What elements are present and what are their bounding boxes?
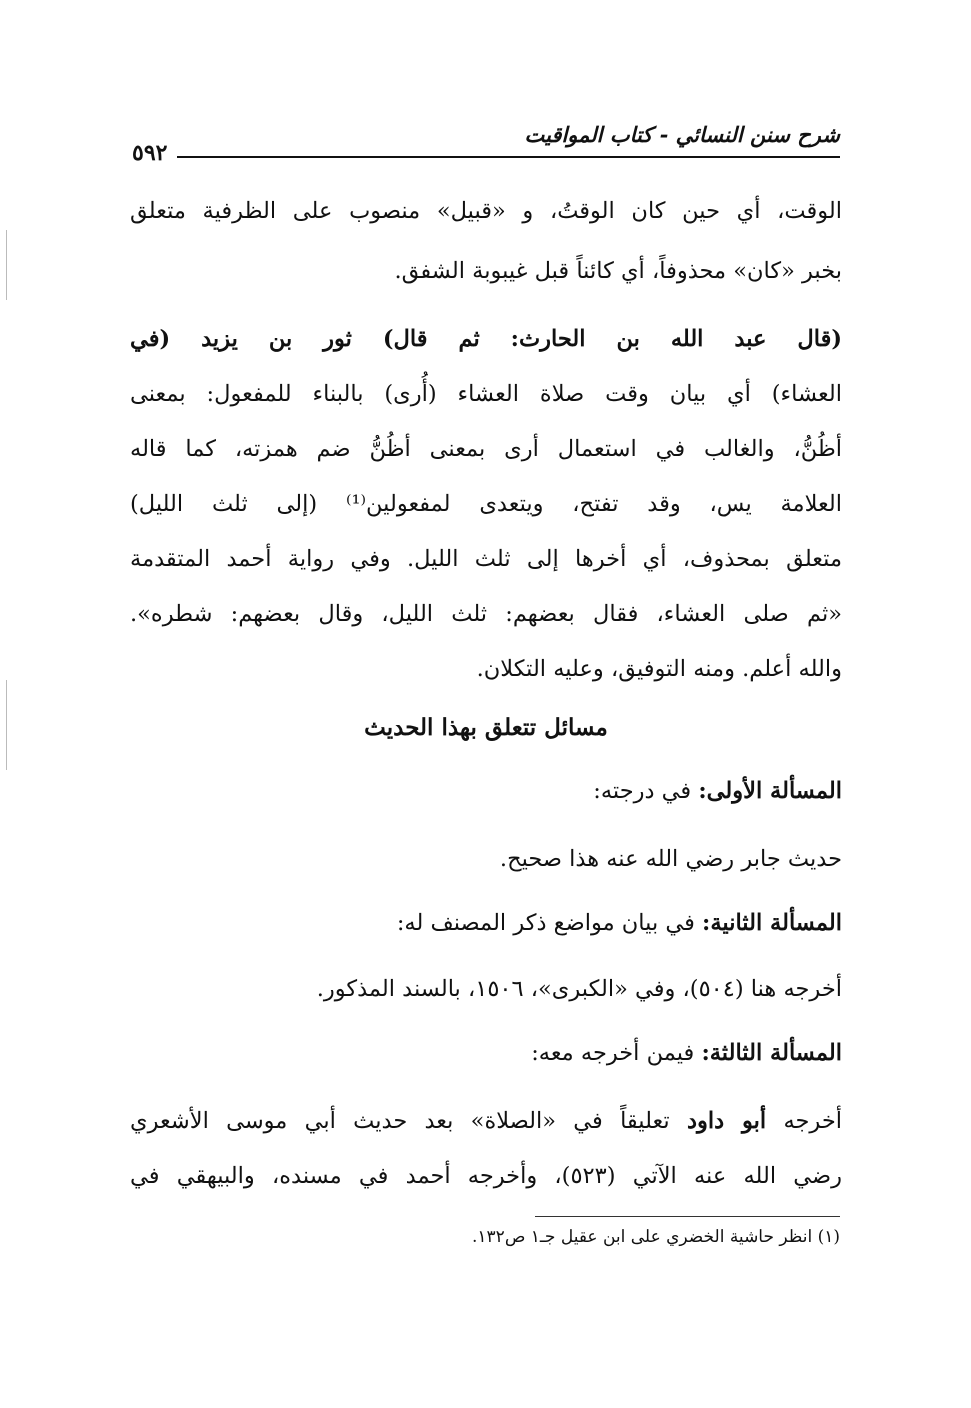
author-name: أبو داود [686,1108,767,1134]
text-line: حديث جابر رضي الله عنه هذا صحيح. [499,846,842,872]
issue-title: في درجته: [593,778,692,804]
footnote-rule [535,1216,840,1217]
text-line: أظُنُّ، والغالب في استعمال أرى بمعنى أظُنُّ ضم همزته، كما قاله [130,436,842,462]
text-span: أخرجه [783,1108,842,1134]
scan-margin-mark [6,230,7,300]
text-line [130,1098,842,1144]
issue-title: فيمن أخرجه معه: [531,1040,695,1066]
text-line: «ثم صلى العشاء، فقال بعضهم: ثلث الليل، وقال بعضهم: شطره». [130,601,842,627]
page-number: ٥٩٢ [128,140,177,166]
issue-title: في بيان مواضع ذكر المصنف له: [396,910,695,936]
text-line: أخرجه هنا (٥٠٤)، وفي «الكبرى»، ١٥٠٦، بالسند المذكور. [316,976,842,1002]
page-header [128,118,840,170]
header-rule [128,156,840,158]
text-line: العلامة يس، وقد تفتح، ويتعدى لمفعولين⁽¹⁾ (إلى ثلث الليل) [130,491,842,517]
issue-label: المسألة الثانية: [702,910,842,936]
scan-margin-mark [6,680,7,770]
issue-heading [130,768,842,814]
text-line: رضي الله عنه الآتي (٥٢٣)، وأخرجه أحمد في مسنده، والبيهقي في [130,1163,842,1189]
issue-heading [130,1030,842,1076]
text-line: الوقت، أي حين كان الوقتُ، و «قبيل» منصوب على الظرفية متعلق [130,198,842,224]
issue-label: المسألة الأولى: [698,778,842,804]
text-line: بخبر «كان» محذوفاً، أي كائناً قبل غيبوبة الشفق. [394,258,842,284]
text-span: تعليقاً في «الصلاة» بعد حديث أبي موسى الأشعري [130,1108,670,1134]
running-title: شرح سنن النسائي - كتاب المواقيت [524,122,840,147]
footnote: (١) انظر حاشية الخضري على ابن عقيل جـ١ ص١٣٢. [472,1227,840,1247]
text-line: (قال عبد الله بن الحارث: ثم قال) ثور بن يزيد (في [130,326,842,352]
text-line: العشاء) أي بيان وقت صلاة العشاء (أُرى) بالبناء للمفعول: بمعنى [130,381,842,407]
issue-heading [130,900,842,946]
text-line: والله أعلم. ومنه التوفيق، وعليه التكلان. [476,656,842,682]
issue-label: المسألة الثالثة: [701,1040,842,1066]
section-heading: مسائل تتعلق بهذا الحديث [364,714,608,741]
text-line: متعلق بمحذوف، أي أخرها إلى ثلث الليل. وفي رواية أحمد المتقدمة [130,546,842,572]
